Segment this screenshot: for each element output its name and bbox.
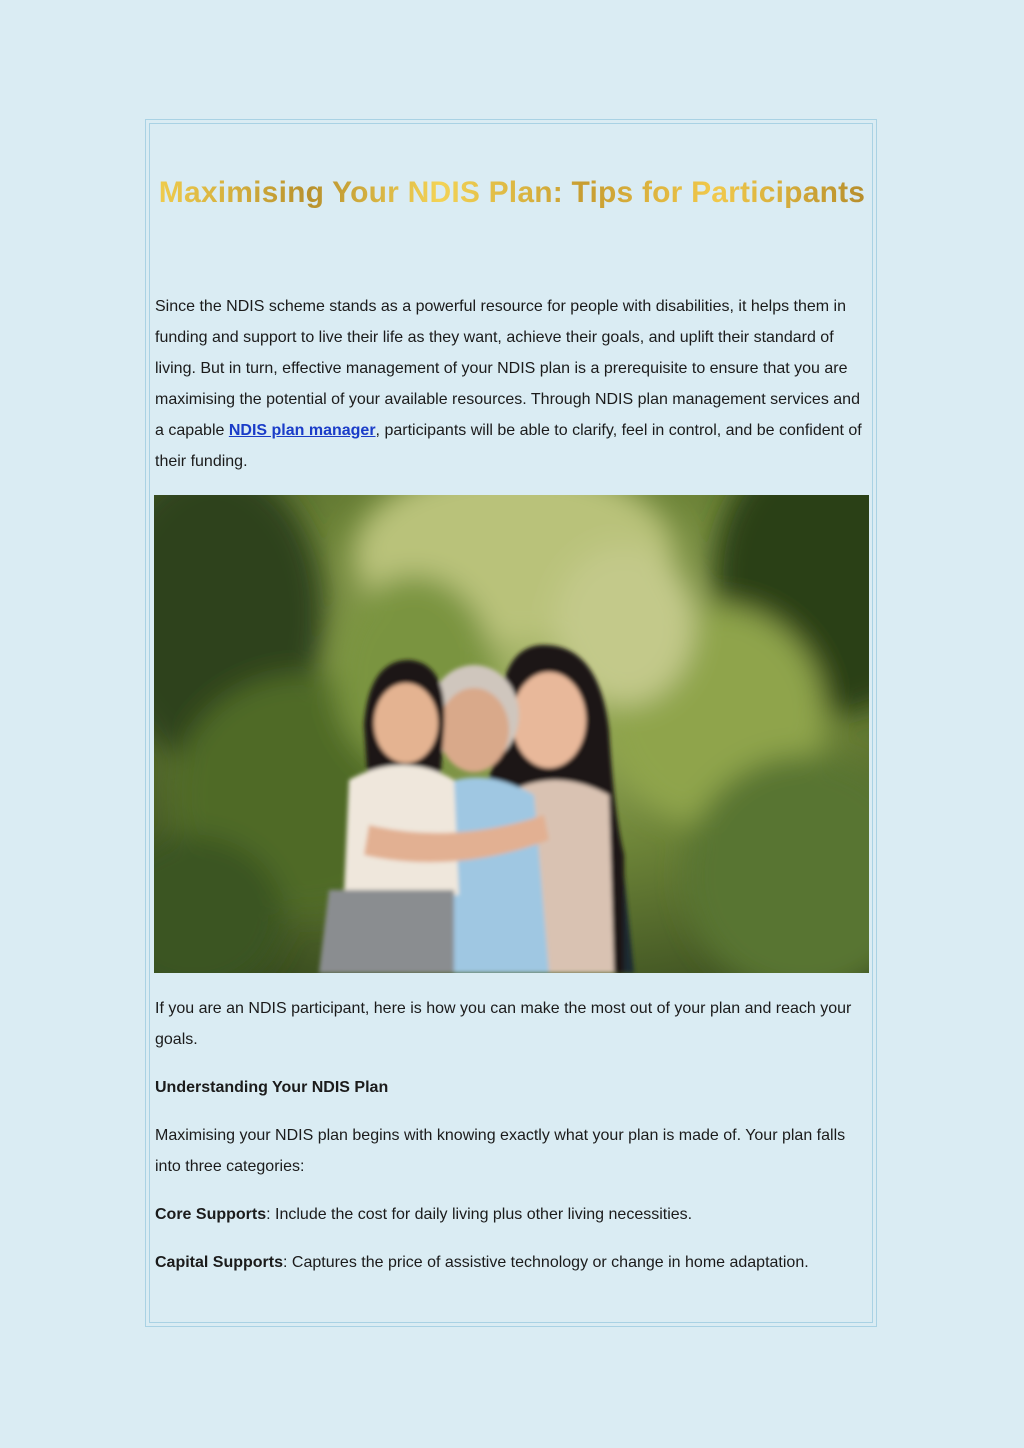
capital-supports-paragraph [155, 1247, 871, 1278]
intro-text-before-link: Since the NDIS scheme stands as a powerful resource for people with disabilities, it helps them in funding and support to live their life as they want, achieve their goals, and uplift their standard of living. But in turn, effective management of your NDIS plan is a prerequisite to ensure that you are maximising the potential of your available resources. Through NDIS plan management services and a capable [155, 298, 860, 439]
plan-categories-paragraph: Maximising your NDIS plan begins with knowing exactly what your plan is made of. Your plan falls into three categories: [155, 1127, 846, 1175]
core-supports-label: Core Supports [155, 1206, 267, 1223]
capital-supports-label: Capital Supports [155, 1254, 284, 1271]
participant-paragraph: If you are an NDIS participant, here is how you can make the most out of your plan and reach your goals. [155, 1000, 852, 1048]
core-supports-text: : Include the cost for daily living plus other living necessities. [266, 1206, 693, 1223]
family-photo [154, 495, 869, 973]
core-supports-paragraph [155, 1199, 871, 1230]
intro-paragraph [155, 291, 871, 477]
intro-text-after-link: , participants will be able to clarify, feel in control, and be confident of their funding. [155, 422, 862, 470]
section-heading-understanding-plan: Understanding Your NDIS Plan [155, 1079, 389, 1096]
capital-supports-text: : Captures the price of assistive technology or change in home adaptation. [283, 1254, 809, 1271]
ndis-plan-manager-link[interactable]: NDIS plan manager [228, 422, 376, 439]
document-title: Maximising Your NDIS Plan: Tips for Participants [150, 176, 874, 210]
